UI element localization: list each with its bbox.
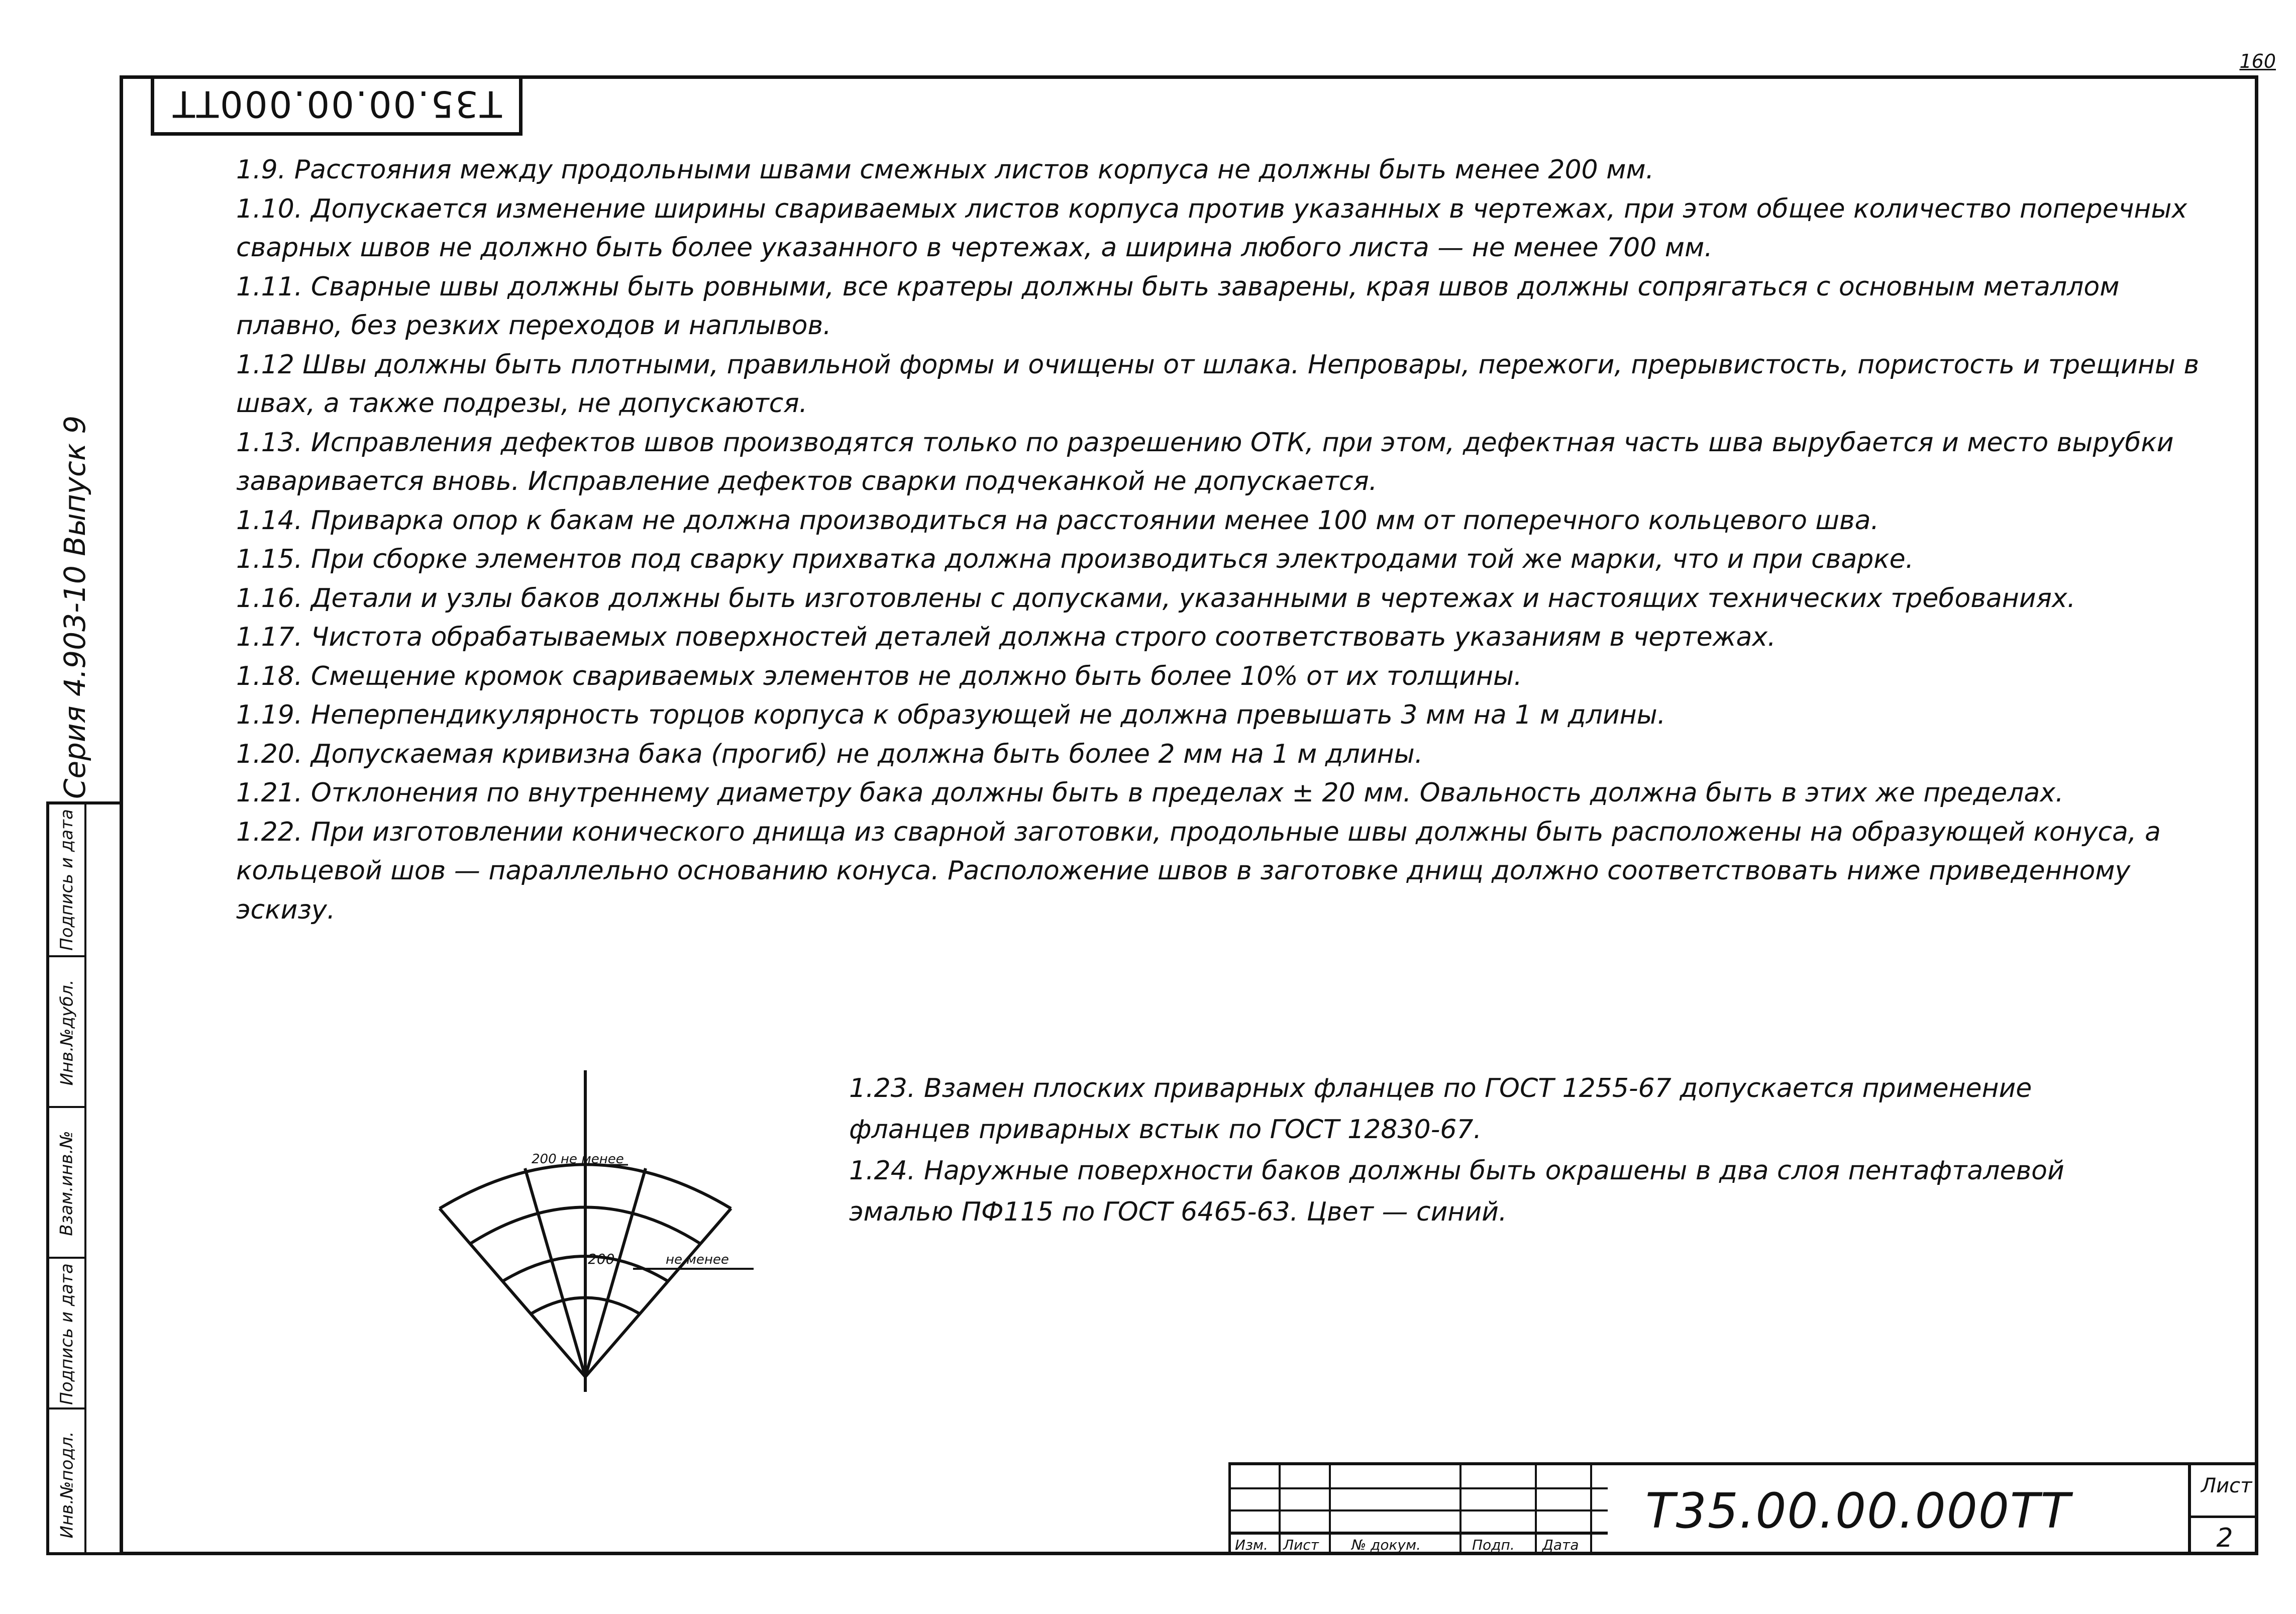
side-cell-1: Подпись и дата [57,809,77,951]
col-change: Изм. [1235,1537,1268,1553]
paragraph-1-11: 1.11. Сварные швы должны быть ровными, все кратеры должны быть заварены, края швов должны сопрягаться с основным металлом плавно, без резких переходов и наплывов. [236,271,2120,341]
paragraph-1-12: 1.12 Швы должны быть плотными, правильной формы и очищены от шлака. Непровары, пережоги, прерывистость, пористость и трещины в швах, а также подрезы, не допускаются. [236,349,2200,419]
sketch-label-bottom-value: 200 [588,1251,615,1267]
sheet-label: Лист [2201,1474,2252,1497]
paragraph-1-17: 1.17. Чистота обрабатываемых поверхностей деталей должна строго соответствовать указаниям в чертежах. [236,622,1776,652]
series-label: Серия 4.903-10 Выпуск 9 [58,415,92,799]
paragraph-1-16: 1.16. Детали и узлы баков должны быть изготовлены с допусками, указанными в чертежах и настоящих технических требованиях. [236,583,2076,614]
paragraph-1-21: 1.21. Отклонения по внутреннему диаметру бака должны быть в пределах ± 20 мм. Овальность должна быть в этих же пределах. [236,778,2064,808]
title-block [1228,1462,2258,1555]
paragraph-1-18: 1.18. Смещение кромок свариваемых элементов не должно быть более 10% от их толщины. [236,661,1522,691]
cone-blank-sketch [412,1070,789,1392]
technical-requirements [236,151,2221,930]
paragraph-1-10: 1.10. Допускается изменение ширины свариваемых листов корпуса против указанных в чертежах, при этом общее количество поперечных сварных швов не должно быть более указанного в чертежах, а ширина любого листа — не менее 700 мм. [236,193,2187,263]
side-cell-5: Инв.№подл. [49,1407,84,1560]
paragraph-1-19: 1.19. Неперпендикулярность торцов корпуса к образующей не должна превышать 3 мм на 1 м длины. [236,700,1666,730]
paragraph-1-20: 1.20. Допускаемая кривизна бака (прогиб) не должна быть более 2 мм на 1 м длины. [236,739,1423,769]
sketch-label-bottom-text: не менее [666,1252,729,1267]
paragraph-1-24: 1.24. Наружные поверхности баков должны быть окрашены в два слоя пентафталевой эмалью ПФ115 по ГОСТ 6465-63. Цвет — синий. [849,1156,2064,1227]
sheet-box [2188,1465,2258,1555]
paragraph-1-23: 1.23. Взамен плоских приварных фланцев по ГОСТ 1255-67 допускается применение фланцев приварных встык по ГОСТ 12830-67. [849,1073,2032,1145]
col-sheet: Лист [1283,1537,1319,1553]
revision-grid [1228,1465,1608,1555]
mirrored-document-code: Т35.00.00.000ТТ [151,75,523,136]
paragraph-1-13: 1.13. Исправления дефектов швов производятся только по разрешению ОТК, при этом, дефектная часть шва вырубается и место вырубки заваривается вновь. Исправление дефектов сварки подчеканкой не допускается. [236,427,2174,496]
side-cell-2: Инв.№дубл. [49,955,84,1108]
side-cell-4: Подпись и дата [49,1257,84,1409]
side-stamp-strip [46,801,120,1555]
page-number: 160 [2239,50,2276,72]
side-cell-3: Взам.инв.№ [49,1106,84,1259]
sketch-label-top: 200 не менее [532,1152,624,1167]
document-code: Т35.00.00.000ТТ [1645,1483,2071,1539]
paragraph-1-14: 1.14. Приварка опор к бакам не должна производиться на расстоянии менее 100 мм от поперечного кольцевого шва. [236,505,1880,536]
col-signature: Подп. [1472,1537,1515,1553]
additional-requirements [849,1068,2155,1233]
col-date: Дата [1542,1537,1579,1553]
col-doc-number: № докум. [1351,1537,1421,1553]
paragraph-1-22: 1.22. При изготовлении конического днища из сварной заготовки, продольные швы должны быть расположены на образующей конуса, а кольцевой шов — параллельно основанию конуса. Расположение швов в заготовке днищ должно соответствовать ниже приведенному эскизу. [236,817,2161,925]
sheet-number: 2 [2191,1516,2258,1553]
paragraph-1-9: 1.9. Расстояния между продольными швами смежных листов корпуса не должны быть менее 200 мм. [236,155,1654,185]
paragraph-1-15: 1.15. При сборке элементов под сварку прихватка должна производиться электродами той же марки, что и при сварке. [236,544,1914,574]
